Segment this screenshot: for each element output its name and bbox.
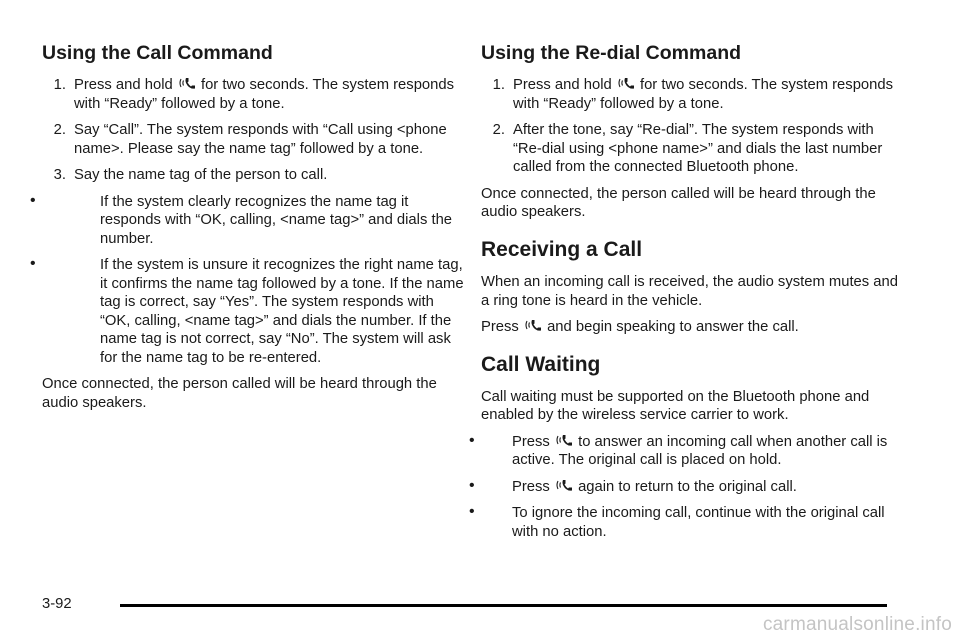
step-text: Say “Call”. The system responds with “Call using <phone name>. Please say the name tag” followed by a tone. (74, 122, 447, 157)
call-step-2 (42, 121, 467, 158)
call-bullet-recognized (30, 191, 467, 249)
phone-voice-icon (555, 433, 573, 447)
receiving-call-heading: Receiving a Call (481, 237, 643, 261)
bullet-text: To ignore the incoming call, continue with the original call with no action. (512, 505, 885, 540)
waiting-bullet-ignore (469, 503, 901, 541)
footer-rule (120, 604, 887, 607)
call-command-heading: Using the Call Command (42, 42, 273, 64)
call-step-3 (42, 166, 467, 185)
call-waiting-paragraph: Call waiting must be supported on the Bluetooth phone and enabled by the wireless service carrier to work. (481, 388, 870, 424)
redial-closing-paragraph: Once connected, the person called will be heard through the audio speakers. (481, 185, 876, 221)
press-text-after: and begin speaking to answer the call. (547, 319, 799, 336)
redial-step-2 (481, 121, 901, 177)
phone-voice-icon (555, 478, 573, 492)
step-number: 1. (492, 77, 505, 94)
step-text-after: for two seconds. The system responds with “Ready” followed by a tone. (74, 77, 455, 112)
bullet-glyph: • (469, 476, 475, 494)
bullet-text-after: to answer an incoming call when another call is active. The original call is placed on hold. (512, 433, 888, 469)
bullet-glyph: • (30, 191, 36, 209)
waiting-bullet-return (469, 476, 901, 497)
step-text-before: Press and hold (74, 77, 173, 94)
receiving-call-press (481, 318, 901, 337)
bullet-text-before: Press (512, 478, 550, 495)
step-number: 2. (492, 122, 505, 139)
bullet-glyph: • (469, 503, 475, 521)
bullet-glyph: • (469, 431, 475, 449)
right-column (469, 42, 901, 549)
bullet-text-after: again to return to the original call. (578, 478, 797, 495)
call-step-1 (42, 76, 467, 113)
waiting-bullet-answer (469, 431, 901, 470)
page-number: 3-92 (42, 596, 72, 612)
page-footer (42, 596, 887, 616)
redial-step-1 (481, 76, 901, 113)
bullet-glyph: • (30, 255, 36, 273)
receiving-call-paragraph: When an incoming call is received, the audio system mutes and a ring tone is heard in the vehicle. (481, 274, 898, 309)
bullet-text: If the system clearly recognizes the name tag it responds with “OK, calling, <name tag>” and dials the number. (100, 193, 453, 247)
call-closing-paragraph: Once connected, the person called will be heard through the audio speakers. (42, 376, 437, 411)
phone-voice-icon (617, 76, 635, 90)
step-number: 3. (53, 167, 66, 184)
bullet-text-before: Press (512, 433, 550, 450)
step-number: 2. (53, 122, 66, 139)
phone-voice-icon (524, 318, 542, 332)
step-number: 1. (53, 77, 66, 94)
phone-voice-icon (178, 76, 196, 90)
step-text-before: Press and hold (513, 77, 612, 94)
redial-command-heading: Using the Re-dial Command (481, 42, 742, 64)
step-text: After the tone, say “Re-dial”. The system responds with “Re-dial using <phone name>” and dials the last number called from the connected Bluetooth phone. (513, 122, 883, 176)
bullet-text: If the system is unsure it recognizes the right name tag, it confirms the name tag followed by a tone. If the name tag is correct, say “Yes”. The system responds with “OK, calling, <name tag>” and dials the number. If the name tag is not correct, say “No”. The system will ask for the name tag to be re-entered. (100, 257, 464, 366)
call-bullet-unsure (30, 255, 467, 367)
call-waiting-heading: Call Waiting (481, 352, 601, 376)
left-column (30, 42, 467, 420)
watermark: carmanualsonline.info (762, 614, 952, 635)
press-text-before: Press (481, 319, 519, 336)
step-text-after: for two seconds. The system responds with “Ready” followed by a tone. (513, 77, 894, 112)
step-text: Say the name tag of the person to call. (74, 167, 328, 184)
